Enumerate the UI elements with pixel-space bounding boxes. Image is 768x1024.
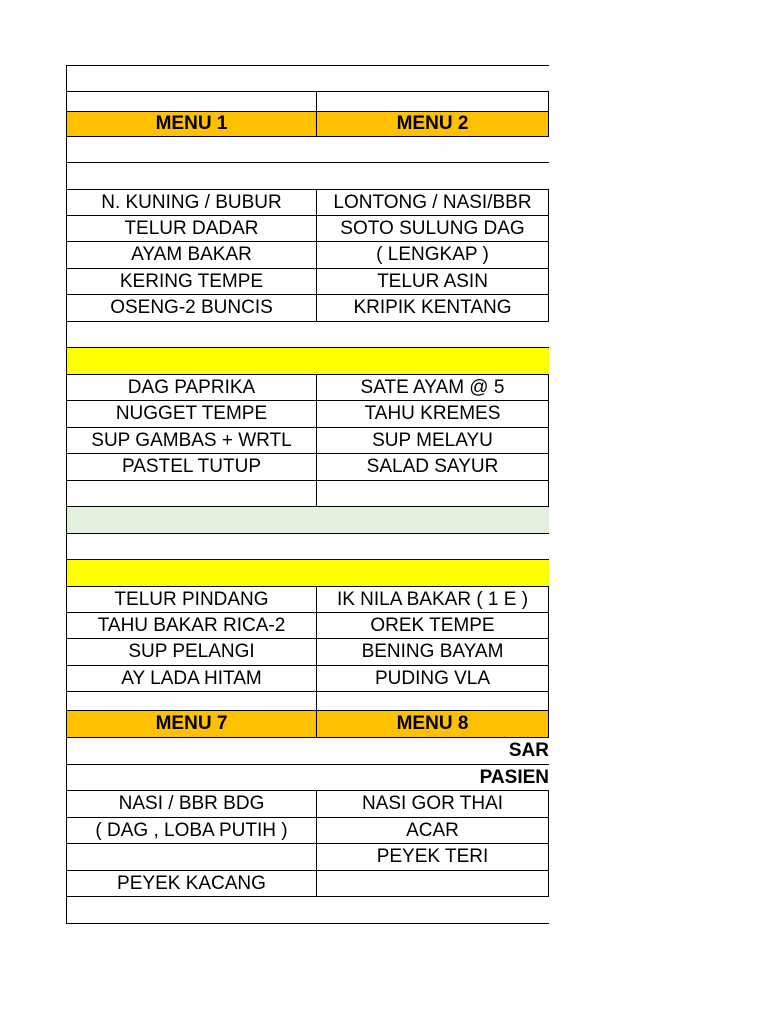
- menu-cell: PEYEK KACANG: [67, 871, 317, 896]
- menu-8-header: MENU 8: [317, 711, 549, 737]
- menu-cell: TAHU KREMES: [317, 401, 549, 427]
- blank-cell: [67, 348, 549, 374]
- menu-cell: SALAD SAYUR: [317, 454, 549, 480]
- menu-cell: NASI / BBR BDG: [67, 791, 317, 817]
- menu-row: [67, 295, 549, 322]
- menu-cell: OSENG-2 BUNCIS: [67, 295, 317, 321]
- sar-label: SAR: [508, 740, 549, 761]
- menu-header-row: [67, 112, 549, 137]
- menu-row: [67, 216, 549, 242]
- menu-cell: PEYEK TERI: [317, 844, 549, 870]
- menu-row: [67, 454, 549, 481]
- menu-cell: AYAM BAKAR: [67, 242, 317, 268]
- menu-cell: SATE AYAM @ 5: [317, 375, 549, 400]
- menu-cell: [67, 844, 317, 870]
- blank-cell: [317, 92, 549, 111]
- blank-row: [67, 692, 549, 711]
- menu-row: [67, 242, 549, 269]
- menu-row: [67, 818, 549, 844]
- menu-row: [67, 639, 549, 666]
- pasien-label-row: [67, 765, 549, 791]
- blank-row: [67, 322, 549, 348]
- blank-cell: [67, 481, 317, 506]
- menu-spreadsheet: [66, 65, 549, 924]
- menu-cell: DAG PAPRIKA: [67, 375, 317, 400]
- menu-1-header: MENU 1: [67, 112, 317, 136]
- menu-cell: ( DAG , LOBA PUTIH ): [67, 818, 317, 843]
- blank-cell: [67, 163, 549, 189]
- menu-row: [67, 791, 549, 818]
- menu-cell: TELUR PINDANG: [67, 587, 317, 612]
- menu-header-row: [67, 711, 549, 738]
- menu-row: [67, 401, 549, 428]
- menu-cell: PUDING VLA: [317, 666, 549, 691]
- yellow-band-row: [67, 348, 549, 375]
- menu-cell: OREK TEMPE: [317, 613, 549, 638]
- menu-row: [67, 844, 549, 871]
- menu-cell: TELUR ASIN: [317, 269, 549, 294]
- blank-cell: [67, 137, 549, 162]
- menu-cell: SUP PELANGI: [67, 639, 317, 665]
- menu-cell: ( LENGKAP ): [317, 242, 549, 268]
- blank-cell: [67, 507, 549, 533]
- yellow-band-row: [67, 560, 549, 587]
- blank-row: [67, 137, 549, 163]
- menu-cell: TAHU BAKAR RICA-2: [67, 613, 317, 638]
- blank-row: [67, 897, 549, 924]
- menu-cell: IK NILA BAKAR ( 1 E ): [317, 587, 549, 612]
- blank-row: [67, 481, 549, 507]
- menu-row: [67, 428, 549, 454]
- blank-cell: [67, 560, 549, 586]
- blank-cell: [67, 692, 317, 710]
- menu-cell: [317, 871, 549, 896]
- menu-row: [67, 269, 549, 295]
- blank-cell: [317, 481, 549, 506]
- menu-cell: KRIPIK KENTANG: [317, 295, 549, 321]
- menu-row: [67, 613, 549, 639]
- sar-label-row: [67, 738, 549, 765]
- blank-row: [67, 66, 549, 92]
- blank-cell: [67, 92, 317, 111]
- menu-cell: AY LADA HITAM: [67, 666, 317, 691]
- pasien-label: PASIEN: [479, 766, 549, 788]
- menu-7-header: MENU 7: [67, 711, 317, 737]
- blank-cell: [67, 897, 549, 923]
- green-band-row: [67, 507, 549, 534]
- blank-cell: [67, 66, 549, 91]
- menu-row: [67, 190, 549, 216]
- menu-cell: TELUR DADAR: [67, 216, 317, 241]
- menu-cell: NUGGET TEMPE: [67, 401, 317, 427]
- menu-cell: SOTO SULUNG DAG: [317, 216, 549, 241]
- menu-cell: KERING TEMPE: [67, 269, 317, 294]
- menu-2-header: MENU 2: [317, 112, 549, 136]
- menu-cell: N. KUNING / BUBUR: [67, 190, 317, 215]
- menu-row: [67, 666, 549, 692]
- menu-cell: PASTEL TUTUP: [67, 454, 317, 480]
- blank-row: [67, 163, 549, 190]
- blank-row: [67, 534, 549, 560]
- menu-cell: LONTONG / NASI/BBR: [317, 190, 549, 215]
- menu-row: [67, 871, 549, 897]
- blank-cell: [317, 692, 549, 710]
- menu-cell: BENING BAYAM: [317, 639, 549, 665]
- blank-cell: [67, 322, 549, 347]
- menu-cell: ACAR: [317, 818, 549, 843]
- blank-cell: [67, 534, 549, 559]
- menu-cell: NASI GOR THAI: [317, 791, 549, 817]
- blank-row: [67, 92, 549, 112]
- menu-row: [67, 375, 549, 401]
- menu-cell: SUP GAMBAS + WRTL: [67, 428, 317, 453]
- menu-row: [67, 587, 549, 613]
- menu-cell: SUP MELAYU: [317, 428, 549, 453]
